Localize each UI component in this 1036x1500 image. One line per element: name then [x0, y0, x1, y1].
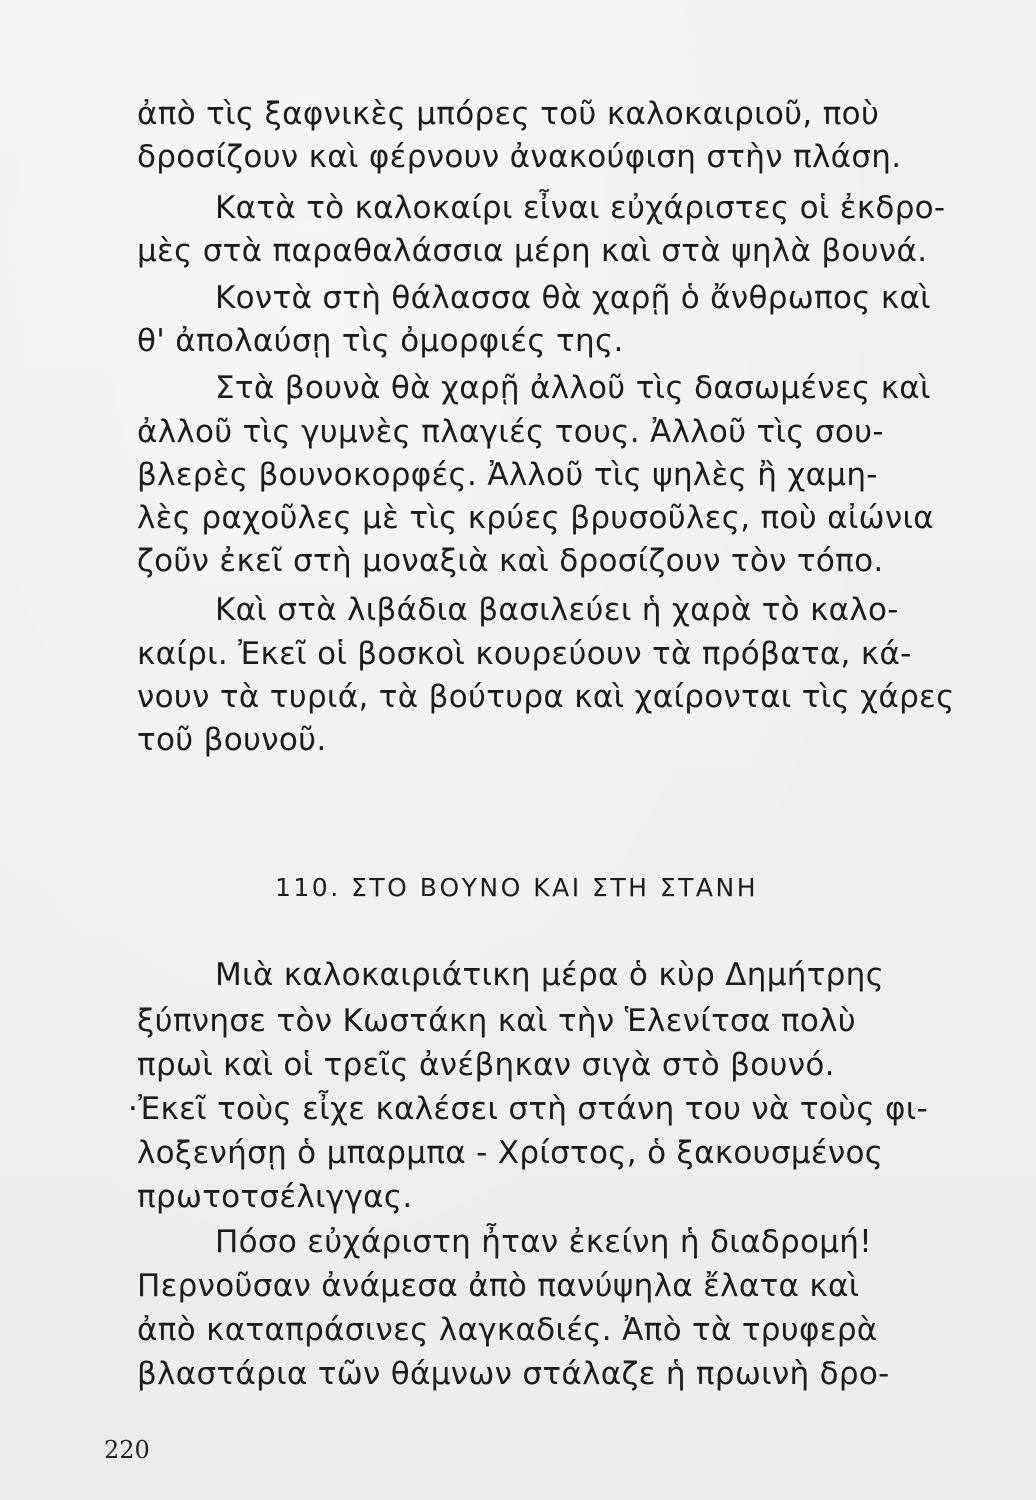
text-line: ·Ἐκεῖ τοὺς εἶχε καλέσει στὴ στάνη του νὰ τοὺς φι- [128, 1091, 929, 1127]
section-heading: 110. ΣΤΟ ΒΟΥΝΟ ΚΑΙ ΣΤΗ ΣΤΑΝΗ [275, 873, 759, 902]
text-line: λοξενήσῃ ὁ μπαρμπα - Χρίστος, ὁ ξακουσμένος [137, 1135, 884, 1171]
page-number: 220 [104, 1436, 150, 1464]
text-line: Κατὰ τὸ καλοκαίρι εἶναι εὐχάριστες οἱ ἐκδρο- [215, 190, 946, 226]
text-line: θ' ἀπολαύσῃ τὶς ὀμορφιές της. [137, 323, 624, 359]
text-line: Καὶ στὰ λιβάδια βασιλεύει ἡ χαρὰ τὸ καλο- [215, 592, 899, 628]
text-line: μὲς στὰ παραθαλάσσια μέρη καὶ στὰ ψηλὰ βουνά. [137, 233, 928, 269]
text-line: πρωτοτσέλιγγας. [137, 1179, 413, 1215]
text-line: ξύπνησε τὸν Κωστάκη καὶ τὴν Ἑλενίτσα πολὺ [137, 1003, 857, 1039]
text-line: βλαστάρια τῶν θάμνων στάλαζε ἡ πρωινὴ δρο- [137, 1356, 890, 1392]
text-line: Πόσο εὐχάριστη ἦταν ἐκείνη ἡ διαδρομή! [215, 1224, 872, 1260]
text-line: Περνοῦσαν ἀνάμεσα ἀπὸ πανύψηλα ἔλατα καὶ [137, 1268, 860, 1304]
text-line: ἀπὸ τὶς ξαφνικὲς μπόρες τοῦ καλοκαιριοῦ, ποὺ [137, 96, 880, 132]
text-line: ἀλλοῦ τὶς γυμνὲς πλαγιές τους. Ἀλλοῦ τὶς σου- [137, 414, 884, 450]
text-line: Στὰ βουνὰ θὰ χαρῇ ἀλλοῦ τὶς δασωμένες καὶ [215, 370, 931, 406]
text-line: Κοντὰ στὴ θάλασσα θὰ χαρῇ ὁ ἄνθρωπος καὶ [215, 280, 931, 316]
text-line: νουν τὰ τυριά, τὰ βούτυρα καὶ χαίρονται τὶς χάρες [137, 679, 955, 715]
text-line: δροσίζουν καὶ φέρνουν ἀνακούφιση στὴν πλάση. [137, 139, 902, 175]
text-line: τοῦ βουνοῦ. [137, 722, 327, 758]
text-line: καίρι. Ἐκεῖ οἱ βοσκοὶ κουρεύουν τὰ πρόβατα, κά- [137, 636, 912, 672]
text-line: βλερὲς βουνοκορφές. Ἀλλοῦ τὶς ψηλὲς ἢ χαμη- [137, 457, 878, 493]
text-line: ἀπὸ καταπράσινες λαγκαδιές. Ἀπὸ τὰ τρυφερὰ [137, 1312, 878, 1348]
text-line: πρωὶ καὶ οἱ τρεῖς ἀνέβηκαν σιγὰ στὸ βουνό. [137, 1047, 835, 1083]
text-line: Μιὰ καλοκαιριάτικη μέρα ὁ κὺρ Δημήτρης [215, 957, 885, 993]
text-line: ζοῦν ἐκεῖ στὴ μοναξιὰ καὶ δροσίζουν τὸν τόπο. [137, 543, 884, 579]
text-line: λὲς ραχοῦλες μὲ τὶς κρύες βρυσοῦλες, ποὺ αἰώνια [137, 500, 935, 536]
